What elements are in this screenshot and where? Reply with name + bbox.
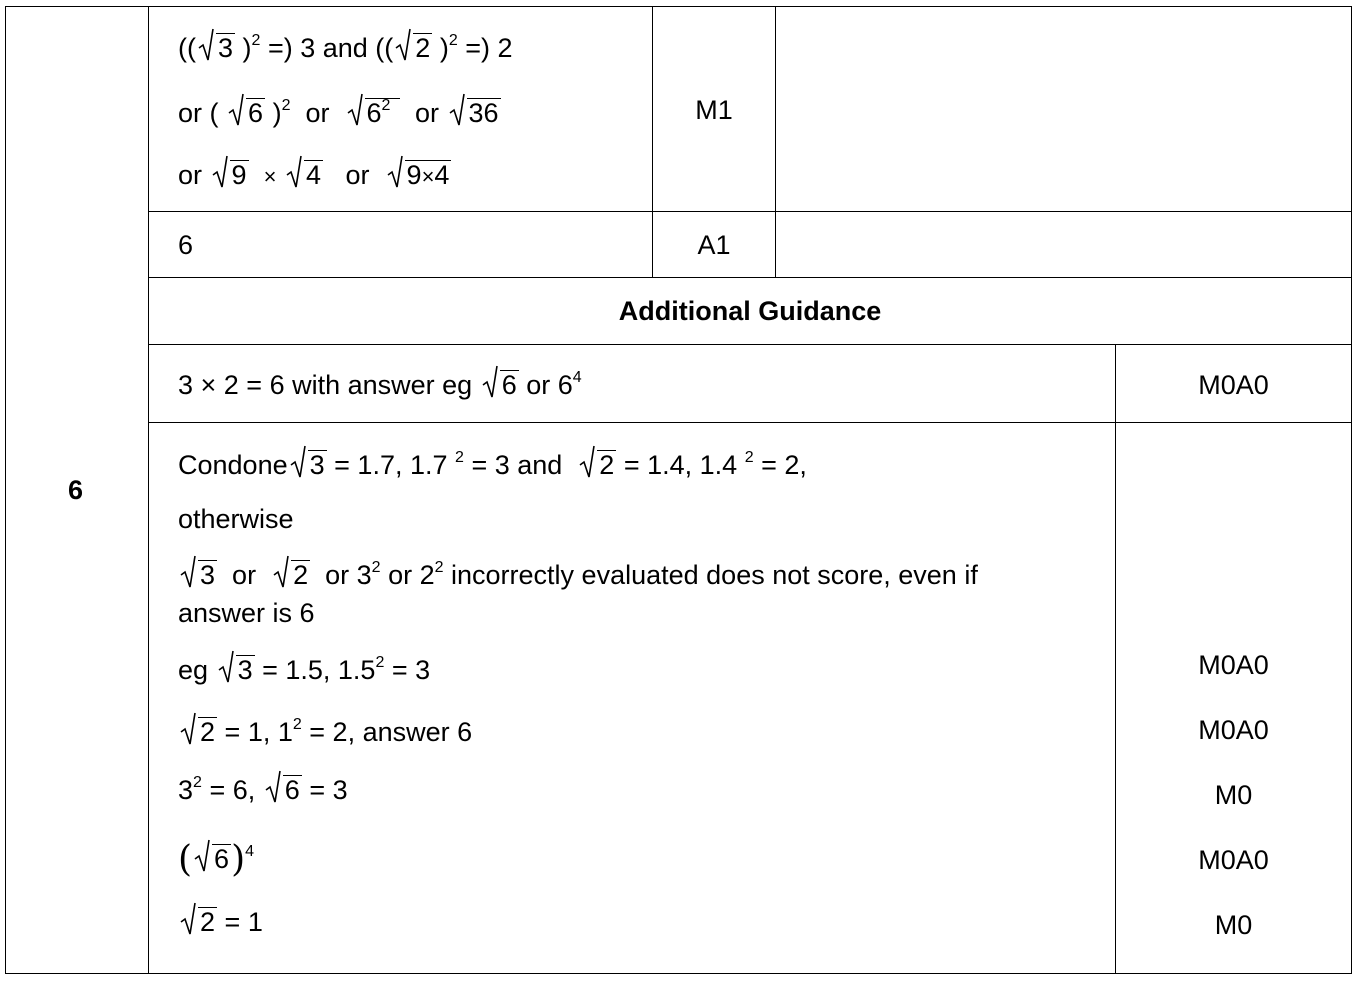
row-divider	[148, 211, 1352, 212]
guidance-mark: M0A0	[1198, 370, 1269, 400]
column-divider	[148, 6, 149, 974]
method-line-3: or 9 × 4 or 9×4	[178, 159, 451, 193]
guidance-line-otherwise: otherwise	[178, 504, 294, 534]
guidance-example-3: $3^2 = 6$, 6 = 3	[178, 774, 348, 806]
row-divider	[148, 277, 1352, 278]
guidance-mark: M0A0	[1198, 650, 1269, 680]
guidance-example-4: ( 6)$^4$	[178, 839, 255, 880]
guidance-example-1: eg 3 = 1.5, $1.5^2 = 3$	[178, 654, 430, 686]
answer-value: 6	[178, 230, 194, 260]
mark-m1: M1	[695, 95, 733, 125]
guidance-mark: M0A0	[1198, 715, 1269, 745]
guidance-line-incorrect-cont: answer is 6	[178, 598, 315, 628]
table-border-top	[5, 6, 1352, 7]
table-border-right	[1351, 6, 1352, 974]
guidance-line-wrong-answer: 3 × 2 = 6 with answer eg 6 or $6^4$	[178, 369, 582, 401]
guidance-line-condone: Condone 3 = 1.7, 1.7 $^2$ = 3 and 2 = 1.4, 1.4 $^2$ = 2,	[178, 449, 807, 481]
table-border-left	[5, 6, 6, 974]
method-line-2: or ( 6 )$^2$ or $6^2$ or 36	[178, 97, 501, 129]
row-divider	[148, 422, 1352, 423]
guidance-example-2: 2 = 1, $1^2 = 2$, answer 6	[178, 716, 472, 748]
guidance-mark: M0	[1214, 780, 1253, 810]
row-divider	[148, 344, 1352, 345]
guidance-heading: Additional Guidance	[618, 296, 882, 326]
guidance-mark: M0	[1214, 910, 1253, 940]
guidance-mark: M0A0	[1198, 845, 1269, 875]
question-number: 6	[68, 475, 84, 505]
guidance-line-incorrect: 3 or 2 or $3^2$ or $2^2$ incorrectly evaluated does not score, even if	[178, 559, 978, 591]
guidance-example-5: 2 = 1	[178, 906, 263, 938]
method-line-1: (( 3 )$^2$ =) 3 and (( 2 )$^2$ =) 2	[178, 32, 513, 64]
column-divider	[775, 6, 776, 278]
table-border-bottom	[5, 973, 1352, 974]
mark-a1: A1	[697, 230, 731, 260]
